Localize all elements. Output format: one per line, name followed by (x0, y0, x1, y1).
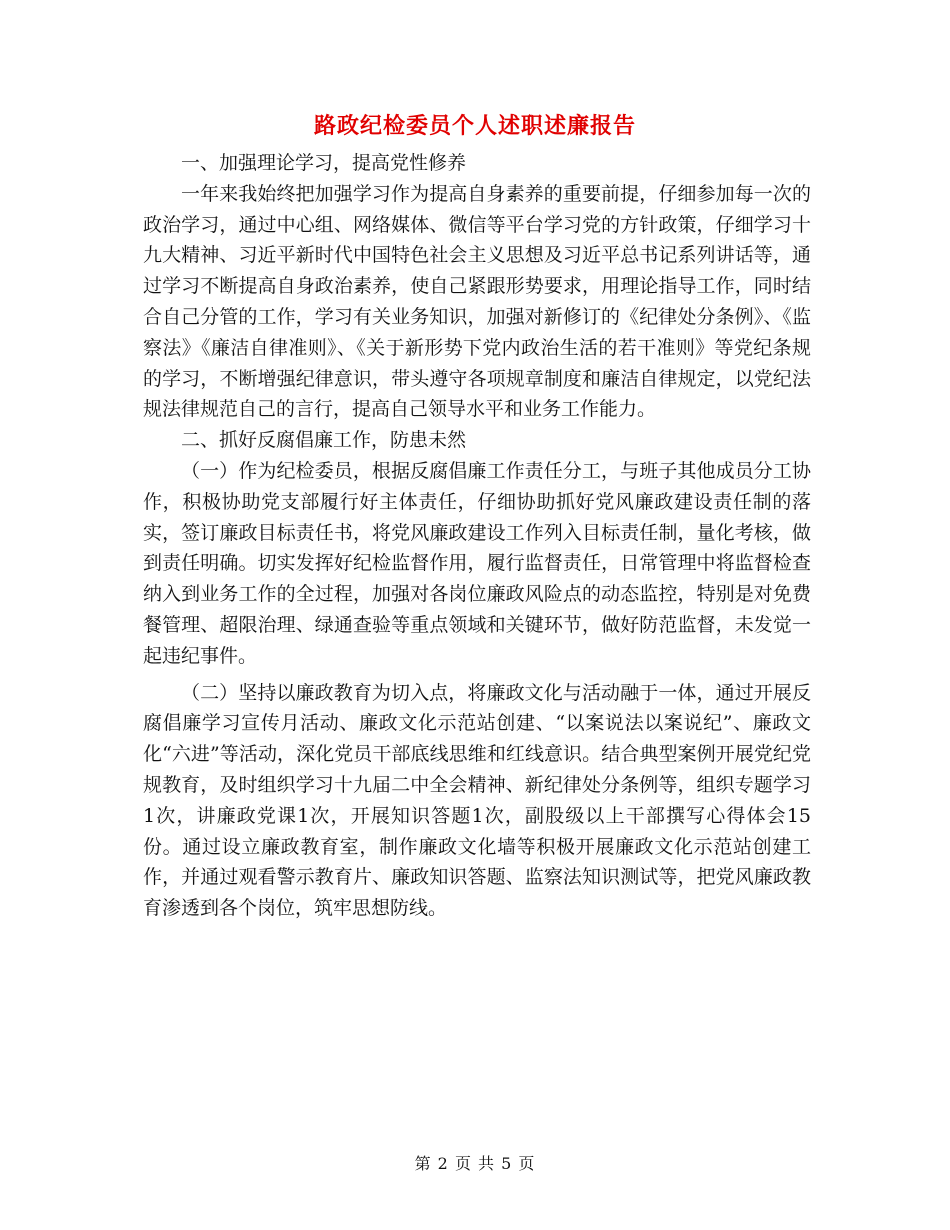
section-heading-1: 一、加强理论学习，提高党性修养 (181, 152, 467, 174)
paragraph-study: 一年来我始终把加强学习作为提高自身素养的重要前提，仔细参加每一次的政治学习，通过中心组、网络媒体、微信等平台学习党的方针政策，仔细学习十九大精神、习近平新时代中国特色社会主义思想及习近平总书记系列讲话等，通过学习不断提高自身政治素养，使自己紧跟形势要求，用理论指导工作，同时结合自己分管的工作，学习有关业务知识，加强对新修订的《纪律处分条例》、《监察法》《廉洁自律准则》、《关于新形势下党内政治生活的若干准则》等党纪条规的学习，不断增强纪律意识，带头遵守各项规章制度和廉洁自律规定，以党纪法规法律规范自己的言行，提高自己领导水平和业务工作能力。 (143, 182, 811, 421)
section-heading-2: 二、抓好反腐倡廉工作，防患未然 (181, 429, 467, 452)
paragraph-education: （二）坚持以廉政教育为切入点，将廉政文化与活动融于一体，通过开展反腐倡廉学习宣传月活动、廉政文化示范站创建、“以案说法以案说纪”、廉政文化“六进”等活动，深化党员干部底线思维和红线意识。结合典型案例开展党纪党规教育，及时组织学习十九届二中全会精神、新纪律处分条例等，组织专题学习1次，讲廉政党课1次，开展知识答题1次，副股级以上干部撰写心得体会15份。通过设立廉政教育室，制作廉政文化墙等积极开展廉政文化示范站创建工作，并通过观看警示教育片、廉政知识答题、监察法知识测试等，把党风廉政教育渗透到各个岗位，筑牢思想防线。 (143, 681, 811, 920)
paragraph-duty: （一）作为纪检委员，根据反腐倡廉工作责任分工，与班子其他成员分工协作，积极协助党支部履行好主体责任，仔细协助抓好党风廉政建设责任制的落实，签订廉政目标责任书，将党风廉政建设工作列入目标责任制，量化考核，做到责任明确。切实发挥好纪检监督作用，履行监督责任，日常管理中将监督检查纳入到业务工作的全过程，加强对各岗位廉政风险点的动态监控，特别是对免费餐管理、超限治理、绿通查验等重点领域和关键环节，做好防范监督，未发觉一起违纪事件。 (143, 459, 811, 667)
page-footer (0, 1152, 950, 1176)
document-body (143, 148, 811, 924)
page-number: 第 2 页 共 5 页 (414, 1154, 536, 1173)
document-title: 路政纪检委员个人述职述廉报告 (313, 113, 636, 139)
